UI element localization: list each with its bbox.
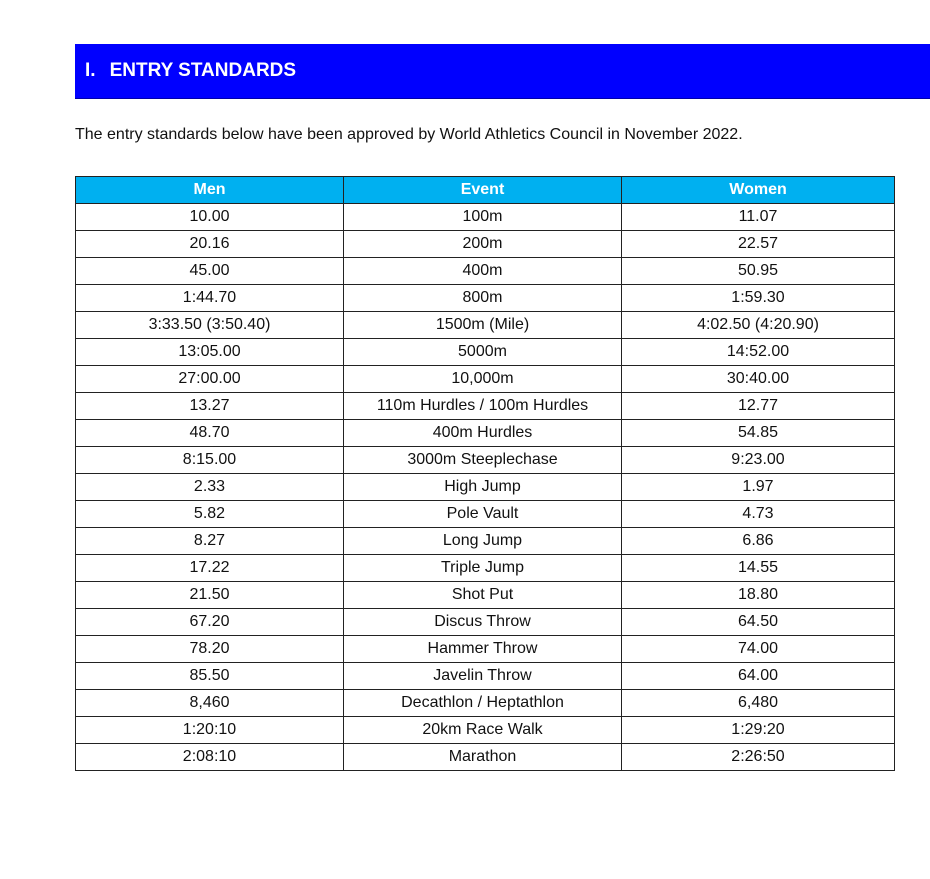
event-cell: High Jump [344,474,622,501]
section-header [75,44,930,99]
event-cell: Discus Throw [344,609,622,636]
event-cell: 3000m Steeplechase [344,447,622,474]
women-standard-cell: 12.77 [622,393,895,420]
women-standard-cell: 18.80 [622,582,895,609]
table-row [76,609,895,636]
event-cell: 400m Hurdles [344,420,622,447]
table-row [76,339,895,366]
event-cell: 100m [344,204,622,231]
entry-standards-table [75,176,895,771]
event-cell: 1500m (Mile) [344,312,622,339]
section-number: I. [85,60,96,81]
column-header-men: Men [76,177,344,204]
event-cell: 5000m [344,339,622,366]
table-row [76,474,895,501]
men-standard-cell: 2:08:10 [76,744,344,771]
women-standard-cell: 1:59.30 [622,285,895,312]
table-row [76,420,895,447]
table-row [76,204,895,231]
table-row [76,393,895,420]
event-cell: 200m [344,231,622,258]
men-standard-cell: 21.50 [76,582,344,609]
women-standard-cell: 14:52.00 [622,339,895,366]
women-standard-cell: 1:29:20 [622,717,895,744]
men-standard-cell: 67.20 [76,609,344,636]
men-standard-cell: 48.70 [76,420,344,447]
table-row [76,501,895,528]
table-row [76,285,895,312]
men-standard-cell: 2.33 [76,474,344,501]
women-standard-cell: 14.55 [622,555,895,582]
section-title: ENTRY STANDARDS [109,60,297,81]
table-row [76,636,895,663]
men-standard-cell: 85.50 [76,663,344,690]
men-standard-cell: 20.16 [76,231,344,258]
women-standard-cell: 1.97 [622,474,895,501]
table-row [76,690,895,717]
women-standard-cell: 11.07 [622,204,895,231]
men-standard-cell: 5.82 [76,501,344,528]
women-standard-cell: 2:26:50 [622,744,895,771]
women-standard-cell: 30:40.00 [622,366,895,393]
men-standard-cell: 8:15.00 [76,447,344,474]
men-standard-cell: 78.20 [76,636,344,663]
women-standard-cell: 6,480 [622,690,895,717]
men-standard-cell: 3:33.50 (3:50.40) [76,312,344,339]
men-standard-cell: 8.27 [76,528,344,555]
column-header-women: Women [622,177,895,204]
women-standard-cell: 50.95 [622,258,895,285]
event-cell: Marathon [344,744,622,771]
table-row [76,258,895,285]
women-standard-cell: 22.57 [622,231,895,258]
event-cell: Pole Vault [344,501,622,528]
men-standard-cell: 27:00.00 [76,366,344,393]
women-standard-cell: 6.86 [622,528,895,555]
event-cell: 10,000m [344,366,622,393]
event-cell: Triple Jump [344,555,622,582]
event-cell: 20km Race Walk [344,717,622,744]
women-standard-cell: 74.00 [622,636,895,663]
event-cell: Decathlon / Heptathlon [344,690,622,717]
table-row [76,663,895,690]
men-standard-cell: 8,460 [76,690,344,717]
event-cell: Shot Put [344,582,622,609]
table-body [76,204,895,771]
table-row [76,312,895,339]
men-standard-cell: 45.00 [76,258,344,285]
table-row [76,717,895,744]
women-standard-cell: 54.85 [622,420,895,447]
table-row [76,555,895,582]
men-standard-cell: 13:05.00 [76,339,344,366]
event-cell: 110m Hurdles / 100m Hurdles [344,393,622,420]
table-row [76,528,895,555]
men-standard-cell: 17.22 [76,555,344,582]
column-header-event: Event [344,177,622,204]
event-cell: Javelin Throw [344,663,622,690]
women-standard-cell: 64.50 [622,609,895,636]
women-standard-cell: 4.73 [622,501,895,528]
men-standard-cell: 13.27 [76,393,344,420]
event-cell: 800m [344,285,622,312]
intro-text: The entry standards below have been approved by World Athletics Council in November 2022. [75,126,743,143]
women-standard-cell: 9:23.00 [622,447,895,474]
table-row [76,231,895,258]
men-standard-cell: 1:20:10 [76,717,344,744]
men-standard-cell: 10.00 [76,204,344,231]
table-header-row [76,177,895,204]
table-row [76,582,895,609]
event-cell: 400m [344,258,622,285]
women-standard-cell: 64.00 [622,663,895,690]
women-standard-cell: 4:02.50 (4:20.90) [622,312,895,339]
men-standard-cell: 1:44.70 [76,285,344,312]
table-row [76,744,895,771]
table-row [76,447,895,474]
table-row [76,366,895,393]
event-cell: Hammer Throw [344,636,622,663]
event-cell: Long Jump [344,528,622,555]
